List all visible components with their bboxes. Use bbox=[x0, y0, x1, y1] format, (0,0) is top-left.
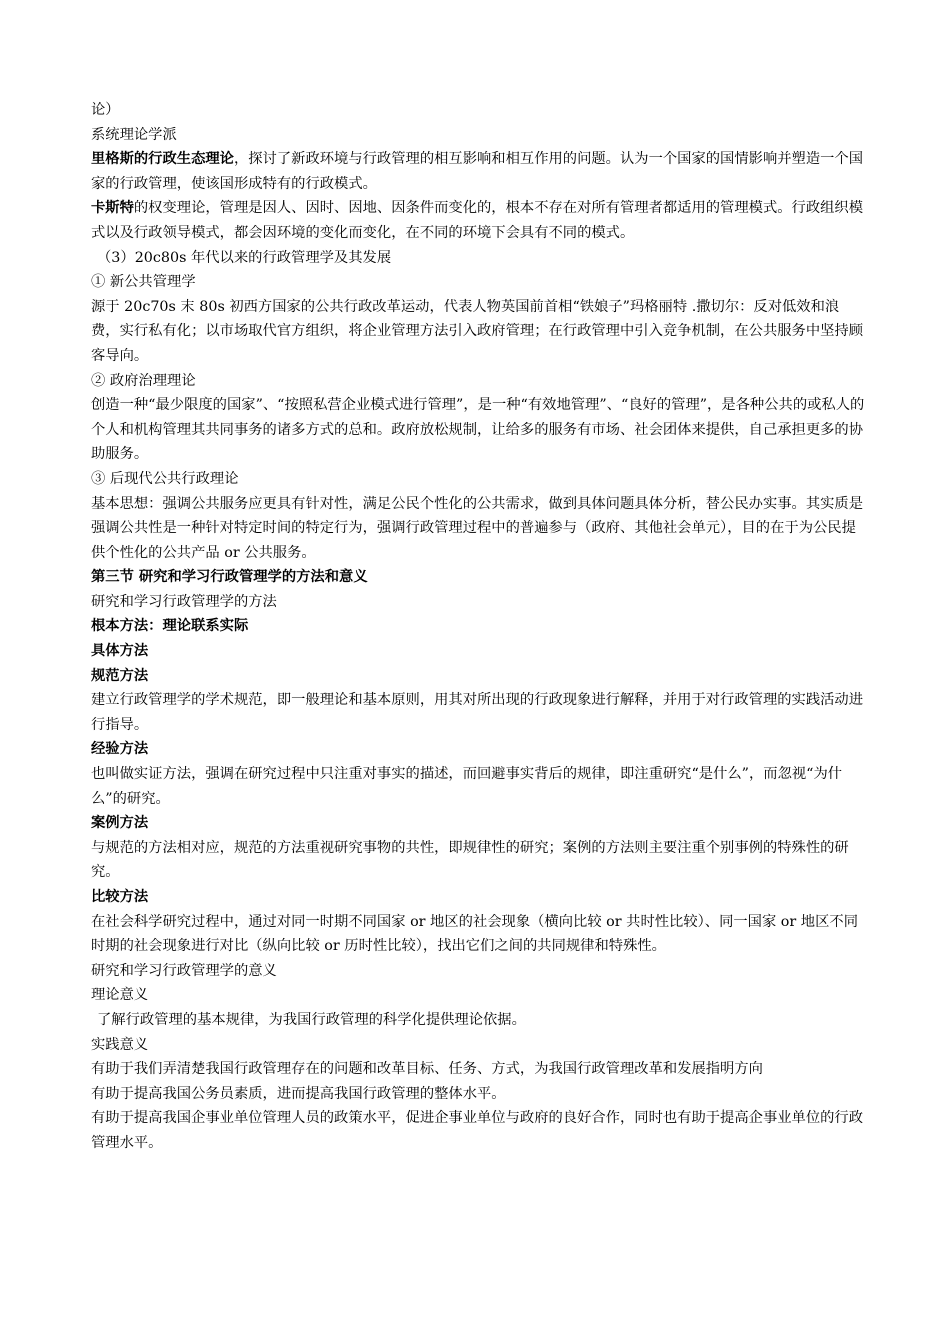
kast-text: 的权变理论，管理是因人、因时、因地、因条件而变化的，根本不存在对所有管理者都适用的管理模式。行政组织模式以及行政领导模式，都会因环境的变化而变化，在不同的环境下会具有不同的模式。 bbox=[91, 200, 864, 241]
heading-section-three: 第三节 研究和学习行政管理学的方法和意义 bbox=[91, 569, 368, 586]
heading-normative-method: 规范方法 bbox=[91, 667, 149, 684]
heading-postmodern-admin: ③ 后现代公共行政理论 bbox=[91, 470, 239, 487]
heading-methods: 研究和学习行政管理学的方法 bbox=[91, 593, 277, 610]
line-lun: 论） bbox=[91, 102, 120, 118]
heading-comparative-method: 比较方法 bbox=[91, 889, 149, 905]
heading-fundamental-method: 根本方法：理论联系实际 bbox=[91, 618, 249, 635]
paragraph-case-method: 与规范的方法相对应，规范的方法重视研究事物的共性，即规律性的研究；案例的方法则主要注重个别事例的特殊性的研究。 bbox=[91, 839, 849, 881]
heading-significance: 研究和学习行政管理学的意义 bbox=[91, 962, 277, 979]
paragraph-practical-2: 有助于提高我国公务员素质，进而提高我国行政管理的整体水平。 bbox=[91, 1085, 506, 1102]
riggs-text: ，探讨了新政环境与行政管理的相互影响和相互作用的问题。认为一个国家的国情影响并塑造一个国家的行政管理，使该国形成特有的行政模式。 bbox=[91, 151, 864, 192]
paragraph-practical-3: 有助于提高我国企事业单位管理人员的政策水平，促进企事业单位与政府的良好合作，同时也有助于提高企事业单位的行政管理水平。 bbox=[91, 1110, 864, 1151]
paragraph-practical-1: 有助于我们弄清楚我国行政管理存在的问题和改革目标、任务、方式，为我国行政管理改革和发展指明方向 bbox=[91, 1061, 763, 1078]
paragraph-governance-theory: 创造一种“最少限度的国家”、“按照私营企业模式进行管理”，是一种“有效地管理”、“良好的管理”，是各种公共的或私人的个人和机构管理其共同事务的诸多方式的总和。政府放松规制，让给多的服务有市场、社会团体来提供，自己承担更多的协助服务。 bbox=[91, 397, 865, 463]
heading-theoretical-significance: 理论意义 bbox=[91, 987, 149, 1004]
heading-section-3: （3）20c80s 年代以来的行政管理学及其发展 bbox=[97, 249, 392, 266]
paragraph-kast bbox=[91, 196, 866, 245]
heading-new-public-management: ① 新公共管理学 bbox=[91, 274, 196, 291]
paragraph-empirical-method: 也叫做实证方法，强调在研究过程中只注重对事实的描述，而回避事实背后的规律，即注重研究“是什么”，而忽视“为什么”的研究。 bbox=[91, 766, 843, 807]
heading-case-method: 案例方法 bbox=[91, 815, 149, 832]
heading-practical-significance: 实践意义 bbox=[91, 1036, 149, 1053]
heading-empirical-method: 经验方法 bbox=[91, 741, 149, 758]
paragraph-new-public-management: 源于 20c70s 末 80s 初西方国家的公共行政改革运动，代表人物英国前首相“铁娘子”玛格丽特 .撒切尔：反对低效和浪费，实行私有化；以市场取代官方组织，将企业管理方法引入政府管理；在行政管理中引入竞争机制，在公共服务中坚持顾客导向。 bbox=[91, 298, 864, 364]
document-page bbox=[91, 98, 866, 1156]
paragraph-comparative-method: 在社会科学研究过程中，通过对同一时期不同国家 or 地区的社会现象（横向比较 or 共时性比较）、同一国家 or 地区不同时期的社会现象进行对比（纵向比较 or 历时性比较），找出它们之间的共同规律和特殊性。 bbox=[91, 913, 858, 955]
heading-governance-theory: ② 政府治理理论 bbox=[91, 372, 196, 389]
paragraph-theoretical-significance: 了解行政管理的基本规律，为我国行政管理的科学化提供理论依据。 bbox=[97, 1011, 526, 1028]
paragraph-postmodern-admin: 基本思想：强调公共服务应更具有针对性，满足公民个性化的公共需求，做到具体问题具体分析，替公民办实事。其实质是强调公共性是一种针对特定时间的特定行为，强调行政管理过程中的普遍参与（政府、其他社会单元），目的在于为公民提供个性化的公共产品 or 公共服务。 bbox=[91, 495, 864, 561]
heading-specific-methods: 具体方法 bbox=[91, 643, 149, 660]
heading-system-theory: 系统理论学派 bbox=[91, 126, 177, 143]
riggs-term: 里格斯的行政生态理论 bbox=[91, 151, 234, 168]
paragraph-riggs bbox=[91, 147, 866, 196]
kast-term: 卡斯特 bbox=[91, 200, 134, 217]
paragraph-normative-method: 建立行政管理学的学术规范，即一般理论和基本原则，用其对所出现的行政现象进行解释，并用于对行政管理的实践活动进行指导。 bbox=[91, 692, 864, 733]
